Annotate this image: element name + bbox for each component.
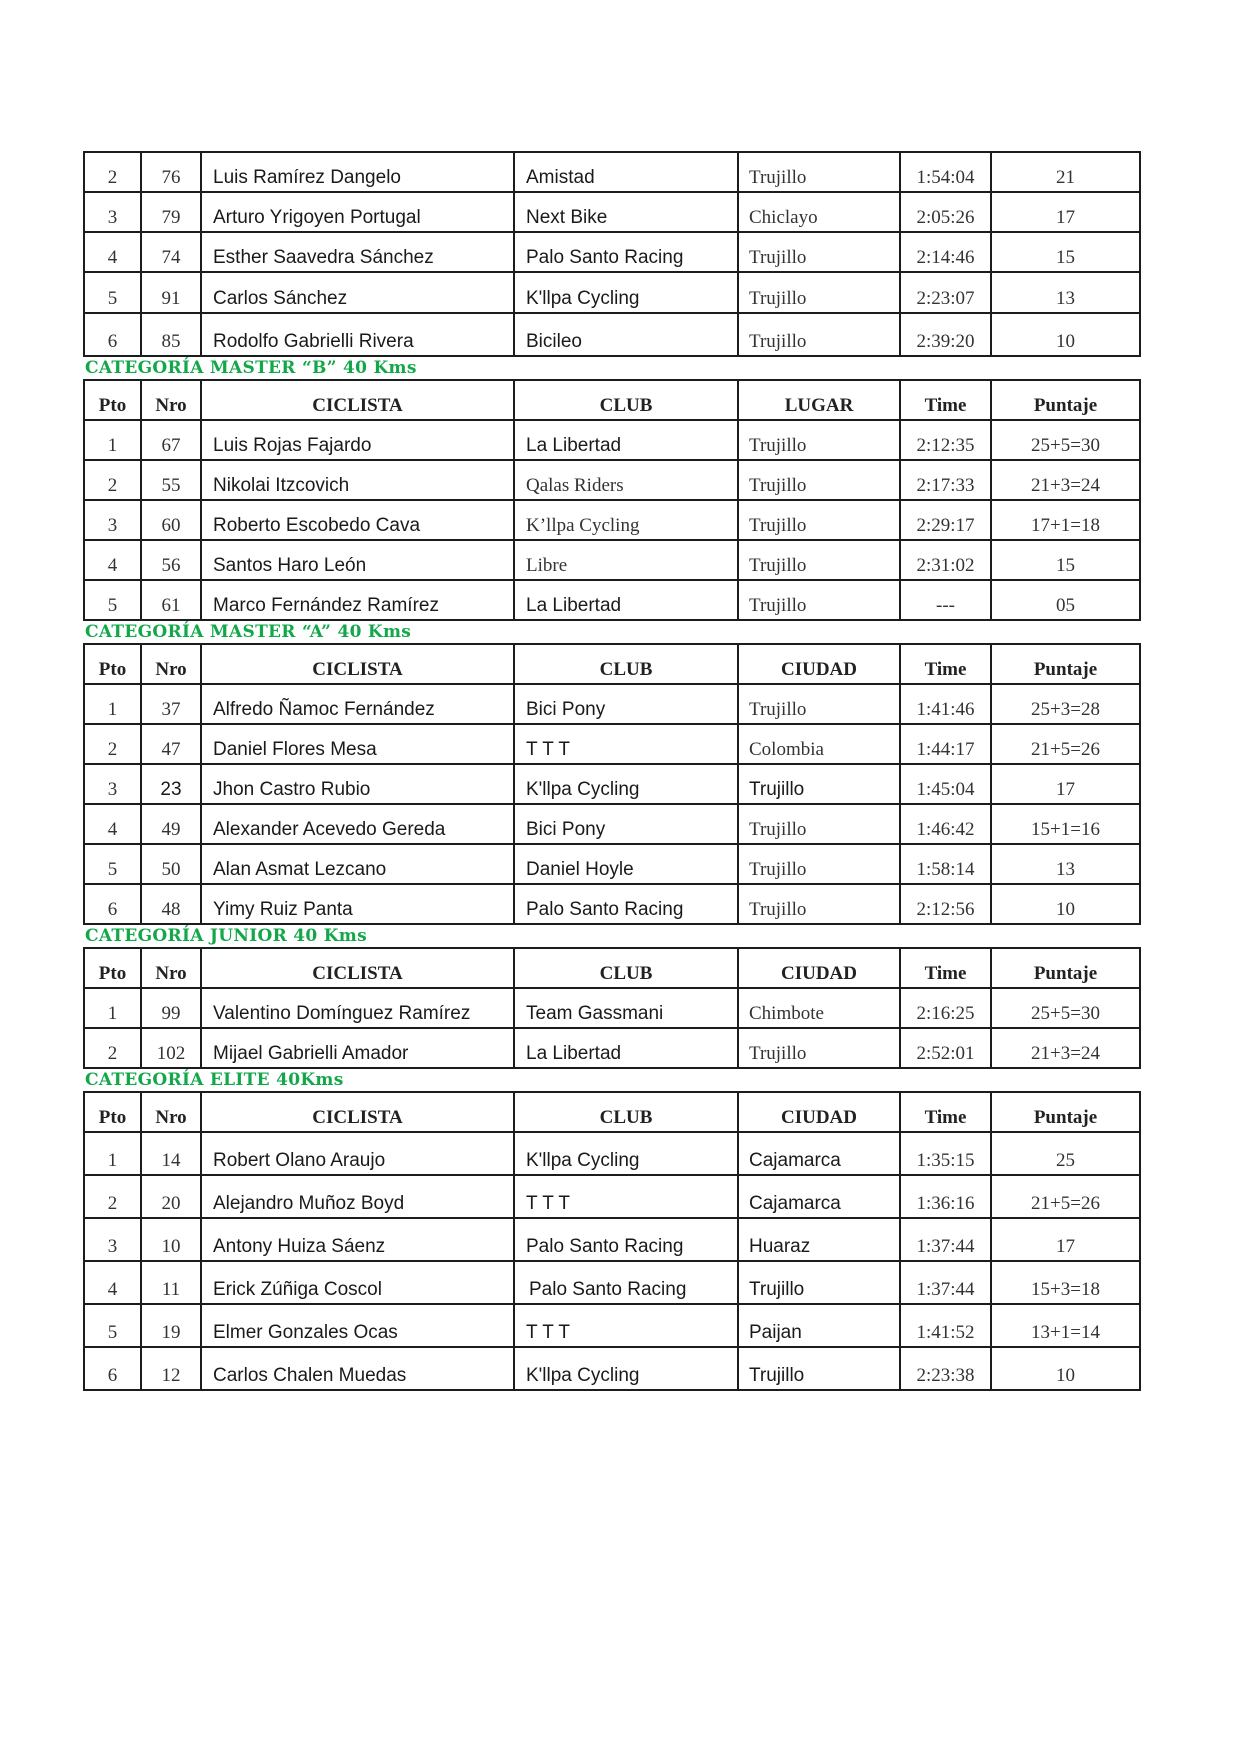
puntaje-cell: 25+5=30 <box>991 420 1140 460</box>
club-cell: La Libertad <box>514 420 738 460</box>
puntaje-cell: 13+1=14 <box>991 1304 1140 1347</box>
time-cell: 2:17:33 <box>900 460 991 500</box>
table-row <box>84 804 1140 844</box>
ciclista-cell: Luis Rojas Fajardo <box>201 420 514 460</box>
table-row <box>84 988 1140 1028</box>
puntaje-cell: 21+3=24 <box>991 460 1140 500</box>
ciclista-cell: Esther Saavedra Sánchez <box>201 232 514 272</box>
pto-cell: 3 <box>84 500 141 540</box>
header-ciudad: CIUDAD <box>738 1092 900 1132</box>
nro-cell: 67 <box>141 420 201 460</box>
pto-cell: 2 <box>84 152 141 192</box>
results-body <box>84 152 1140 356</box>
results-table-elite <box>83 1091 1141 1391</box>
results-table-continued <box>83 151 1141 357</box>
club-cell: K'llpa Cycling <box>514 1132 738 1175</box>
table-row <box>84 192 1140 232</box>
pto-cell: 4 <box>84 1261 141 1304</box>
club-cell: K’llpa Cycling <box>514 500 738 540</box>
ciudad-cell: Trujillo <box>738 272 900 313</box>
pto-cell: 4 <box>84 232 141 272</box>
nro-cell: 20 <box>141 1175 201 1218</box>
time-cell: 1:37:44 <box>900 1261 991 1304</box>
ciudad-cell: Trujillo <box>738 152 900 192</box>
pto-cell: 4 <box>84 540 141 580</box>
table-row <box>84 884 1140 924</box>
time-cell: --- <box>900 580 991 620</box>
table-row <box>84 500 1140 540</box>
ciudad-cell: Trujillo <box>738 804 900 844</box>
header-puntaje: Puntaje <box>991 380 1140 420</box>
table-row <box>84 1304 1140 1347</box>
puntaje-cell: 05 <box>991 580 1140 620</box>
club-cell: Bici Pony <box>514 804 738 844</box>
ciudad-cell: Colombia <box>738 724 900 764</box>
category-title-elite: CATEGORÍA ELITE 40Kms <box>85 1070 344 1090</box>
ciudad-cell: Trujillo <box>738 460 900 500</box>
pto-cell: 1 <box>84 988 141 1028</box>
ciudad-cell: Trujillo <box>738 1261 900 1304</box>
pto-cell: 3 <box>84 192 141 232</box>
pto-cell: 6 <box>84 1347 141 1390</box>
time-cell: 1:44:17 <box>900 724 991 764</box>
nro-cell: 60 <box>141 500 201 540</box>
table-row <box>84 684 1140 724</box>
nro-cell: 11 <box>141 1261 201 1304</box>
time-cell: 2:14:46 <box>900 232 991 272</box>
table-row <box>84 1261 1140 1304</box>
nro-cell: 99 <box>141 988 201 1028</box>
header-puntaje: Puntaje <box>991 1092 1140 1132</box>
pto-cell: 1 <box>84 1132 141 1175</box>
time-cell: 2:16:25 <box>900 988 991 1028</box>
ciudad-cell: Chimbote <box>738 988 900 1028</box>
ciclista-cell: Luis Ramírez Dangelo <box>201 152 514 192</box>
table-row <box>84 1132 1140 1175</box>
club-cell: T T T <box>514 1175 738 1218</box>
table-row <box>84 844 1140 884</box>
time-cell: 2:39:20 <box>900 313 991 356</box>
pto-cell: 6 <box>84 313 141 356</box>
time-cell: 1:35:15 <box>900 1132 991 1175</box>
ciclista-cell: Elmer Gonzales Ocas <box>201 1304 514 1347</box>
ciudad-cell: Trujillo <box>738 500 900 540</box>
ciudad-cell: Paijan <box>738 1304 900 1347</box>
club-cell: Team Gassmani <box>514 988 738 1028</box>
nro-cell: 14 <box>141 1132 201 1175</box>
time-cell: 2:05:26 <box>900 192 991 232</box>
club-cell: Bicileo <box>514 313 738 356</box>
pto-cell: 5 <box>84 580 141 620</box>
time-cell: 1:54:04 <box>900 152 991 192</box>
header-puntaje: Puntaje <box>991 948 1140 988</box>
puntaje-cell: 17 <box>991 764 1140 804</box>
club-cell: Palo Santo Racing <box>514 1218 738 1261</box>
ciudad-cell: Trujillo <box>738 764 900 804</box>
ciclista-cell: Robert Olano Araujo <box>201 1132 514 1175</box>
ciclista-cell: Alfredo Ñamoc Fernández <box>201 684 514 724</box>
ciudad-cell: Trujillo <box>738 1347 900 1390</box>
header-ciclista: CICLISTA <box>201 380 514 420</box>
results-table-master-b <box>83 379 1141 621</box>
ciclista-cell: Alexander Acevedo Gereda <box>201 804 514 844</box>
table-row <box>84 540 1140 580</box>
header-time: Time <box>900 1092 991 1132</box>
nro-cell: 12 <box>141 1347 201 1390</box>
table-header-row <box>84 644 1140 684</box>
pto-cell: 2 <box>84 1028 141 1068</box>
ciudad-cell: Trujillo <box>738 684 900 724</box>
puntaje-cell: 25 <box>991 1132 1140 1175</box>
ciudad-cell: Chiclayo <box>738 192 900 232</box>
category-title-junior: CATEGORÍA JUNIOR 40 Kms <box>85 926 367 946</box>
puntaje-cell: 25+5=30 <box>991 988 1140 1028</box>
ciclista-cell: Antony Huiza Sáenz <box>201 1218 514 1261</box>
puntaje-cell: 17 <box>991 1218 1140 1261</box>
header-ciudad: CIUDAD <box>738 948 900 988</box>
nro-cell: 10 <box>141 1218 201 1261</box>
time-cell: 1:41:46 <box>900 684 991 724</box>
pto-cell: 6 <box>84 884 141 924</box>
puntaje-cell: 21 <box>991 152 1140 192</box>
ciclista-cell: Arturo Yrigoyen Portugal <box>201 192 514 232</box>
ciudad-cell: Trujillo <box>738 1028 900 1068</box>
header-pto: Pto <box>84 1092 141 1132</box>
time-cell: 2:23:07 <box>900 272 991 313</box>
ciclista-cell: Nikolai Itzcovich <box>201 460 514 500</box>
ciclista-cell: Carlos Chalen Muedas <box>201 1347 514 1390</box>
nro-cell: 48 <box>141 884 201 924</box>
ciclista-cell: Roberto Escobedo Cava <box>201 500 514 540</box>
nro-cell: 50 <box>141 844 201 884</box>
header-time: Time <box>900 644 991 684</box>
ciclista-cell: Alan Asmat Lezcano <box>201 844 514 884</box>
table-row <box>84 764 1140 804</box>
puntaje-cell: 21+5=26 <box>991 724 1140 764</box>
club-cell: Palo Santo Racing <box>514 884 738 924</box>
time-cell: 1:46:42 <box>900 804 991 844</box>
pto-cell: 5 <box>84 1304 141 1347</box>
header-club: CLUB <box>514 644 738 684</box>
nro-cell: 76 <box>141 152 201 192</box>
table-row <box>84 232 1140 272</box>
nro-cell: 55 <box>141 460 201 500</box>
nro-cell: 47 <box>141 724 201 764</box>
club-cell: K'llpa Cycling <box>514 1347 738 1390</box>
club-cell: Palo Santo Racing <box>514 232 738 272</box>
nro-cell: 91 <box>141 272 201 313</box>
ciclista-cell: Carlos Sánchez <box>201 272 514 313</box>
header-ciclista: CICLISTA <box>201 948 514 988</box>
puntaje-cell: 15 <box>991 540 1140 580</box>
pto-cell: 5 <box>84 844 141 884</box>
pto-cell: 5 <box>84 272 141 313</box>
nro-cell: 79 <box>141 192 201 232</box>
puntaje-cell: 17 <box>991 192 1140 232</box>
time-cell: 2:29:17 <box>900 500 991 540</box>
nro-cell: 23 <box>141 764 201 804</box>
header-puntaje: Puntaje <box>991 644 1140 684</box>
pto-cell: 3 <box>84 1218 141 1261</box>
time-cell: 2:52:01 <box>900 1028 991 1068</box>
nro-cell: 74 <box>141 232 201 272</box>
header-pto: Pto <box>84 644 141 684</box>
header-ciudad: CIUDAD <box>738 644 900 684</box>
pto-cell: 1 <box>84 420 141 460</box>
ciudad-cell: Trujillo <box>738 884 900 924</box>
header-lugar: LUGAR <box>738 380 900 420</box>
puntaje-cell: 10 <box>991 313 1140 356</box>
time-cell: 2:31:02 <box>900 540 991 580</box>
nro-cell: 49 <box>141 804 201 844</box>
ciclista-cell: Marco Fernández Ramírez <box>201 580 514 620</box>
header-nro: Nro <box>141 380 201 420</box>
ciclista-cell: Valentino Domínguez Ramírez <box>201 988 514 1028</box>
club-cell: La Libertad <box>514 1028 738 1068</box>
table-row <box>84 1218 1140 1261</box>
ciclista-cell: Santos Haro León <box>201 540 514 580</box>
ciclista-cell: Mijael Gabrielli Amador <box>201 1028 514 1068</box>
pto-cell: 3 <box>84 764 141 804</box>
ciudad-cell: Trujillo <box>738 540 900 580</box>
header-pto: Pto <box>84 948 141 988</box>
table-row <box>84 580 1140 620</box>
ciclista-cell: Jhon Castro Rubio <box>201 764 514 804</box>
puntaje-cell: 15+1=16 <box>991 804 1140 844</box>
puntaje-cell: 21+5=26 <box>991 1175 1140 1218</box>
ciclista-cell: Erick Zúñiga Coscol <box>201 1261 514 1304</box>
pto-cell: 2 <box>84 1175 141 1218</box>
pto-cell: 1 <box>84 684 141 724</box>
puntaje-cell: 10 <box>991 884 1140 924</box>
nro-cell: 85 <box>141 313 201 356</box>
table-row <box>84 420 1140 460</box>
club-cell: Daniel Hoyle <box>514 844 738 884</box>
ciclista-cell: Yimy Ruiz Panta <box>201 884 514 924</box>
header-nro: Nro <box>141 948 201 988</box>
header-pto: Pto <box>84 380 141 420</box>
puntaje-cell: 15+3=18 <box>991 1261 1140 1304</box>
ciudad-cell: Trujillo <box>738 232 900 272</box>
club-cell: Amistad <box>514 152 738 192</box>
header-nro: Nro <box>141 644 201 684</box>
table-row <box>84 1347 1140 1390</box>
club-cell: Qalas Riders <box>514 460 738 500</box>
puntaje-cell: 10 <box>991 1347 1140 1390</box>
header-ciclista: CICLISTA <box>201 644 514 684</box>
time-cell: 2:23:38 <box>900 1347 991 1390</box>
ciclista-cell: Rodolfo Gabrielli Rivera <box>201 313 514 356</box>
club-cell: Bici Pony <box>514 684 738 724</box>
puntaje-cell: 25+3=28 <box>991 684 1140 724</box>
time-cell: 1:45:04 <box>900 764 991 804</box>
header-club: CLUB <box>514 1092 738 1132</box>
table-header-row <box>84 948 1140 988</box>
header-time: Time <box>900 380 991 420</box>
puntaje-cell: 15 <box>991 232 1140 272</box>
nro-cell: 37 <box>141 684 201 724</box>
category-title-master-b: CATEGORÍA MASTER “B” 40 Kms <box>85 358 417 378</box>
table-row <box>84 460 1140 500</box>
puntaje-cell: 13 <box>991 844 1140 884</box>
ciudad-cell: Trujillo <box>738 420 900 460</box>
time-cell: 2:12:56 <box>900 884 991 924</box>
club-cell: K'llpa Cycling <box>514 764 738 804</box>
ciclista-cell: Daniel Flores Mesa <box>201 724 514 764</box>
time-cell: 1:37:44 <box>900 1218 991 1261</box>
ciudad-cell: Cajamarca <box>738 1175 900 1218</box>
ciudad-cell: Cajamarca <box>738 1132 900 1175</box>
table-header-row <box>84 1092 1140 1132</box>
time-cell: 1:58:14 <box>900 844 991 884</box>
category-title-master-a: CATEGORÍA MASTER “A” 40 Kms <box>85 622 412 642</box>
time-cell: 1:36:16 <box>900 1175 991 1218</box>
table-row <box>84 1175 1140 1218</box>
ciudad-cell: Trujillo <box>738 844 900 884</box>
pto-cell: 2 <box>84 460 141 500</box>
pto-cell: 2 <box>84 724 141 764</box>
table-row <box>84 152 1140 192</box>
header-club: CLUB <box>514 948 738 988</box>
nro-cell: 102 <box>141 1028 201 1068</box>
table-row <box>84 272 1140 313</box>
club-cell: T T T <box>514 724 738 764</box>
results-document <box>83 151 1139 1391</box>
ciudad-cell: Huaraz <box>738 1218 900 1261</box>
club-cell: K'llpa Cycling <box>514 272 738 313</box>
table-row <box>84 313 1140 356</box>
ciudad-cell: Trujillo <box>738 580 900 620</box>
ciudad-cell: Trujillo <box>738 313 900 356</box>
header-nro: Nro <box>141 1092 201 1132</box>
pto-cell: 4 <box>84 804 141 844</box>
table-row <box>84 724 1140 764</box>
time-cell: 1:41:52 <box>900 1304 991 1347</box>
club-cell: T T T <box>514 1304 738 1347</box>
nro-cell: 56 <box>141 540 201 580</box>
puntaje-cell: 17+1=18 <box>991 500 1140 540</box>
nro-cell: 61 <box>141 580 201 620</box>
header-ciclista: CICLISTA <box>201 1092 514 1132</box>
club-cell: Libre <box>514 540 738 580</box>
ciclista-cell: Alejandro Muñoz Boyd <box>201 1175 514 1218</box>
club-cell: La Libertad <box>514 580 738 620</box>
results-table-master-a <box>83 643 1141 925</box>
nro-cell: 19 <box>141 1304 201 1347</box>
header-club: CLUB <box>514 380 738 420</box>
puntaje-cell: 21+3=24 <box>991 1028 1140 1068</box>
club-cell: Palo Santo Racing <box>514 1261 738 1304</box>
table-row <box>84 1028 1140 1068</box>
results-table-junior <box>83 947 1141 1069</box>
club-cell: Next Bike <box>514 192 738 232</box>
time-cell: 2:12:35 <box>900 420 991 460</box>
puntaje-cell: 13 <box>991 272 1140 313</box>
header-time: Time <box>900 948 991 988</box>
table-header-row <box>84 380 1140 420</box>
